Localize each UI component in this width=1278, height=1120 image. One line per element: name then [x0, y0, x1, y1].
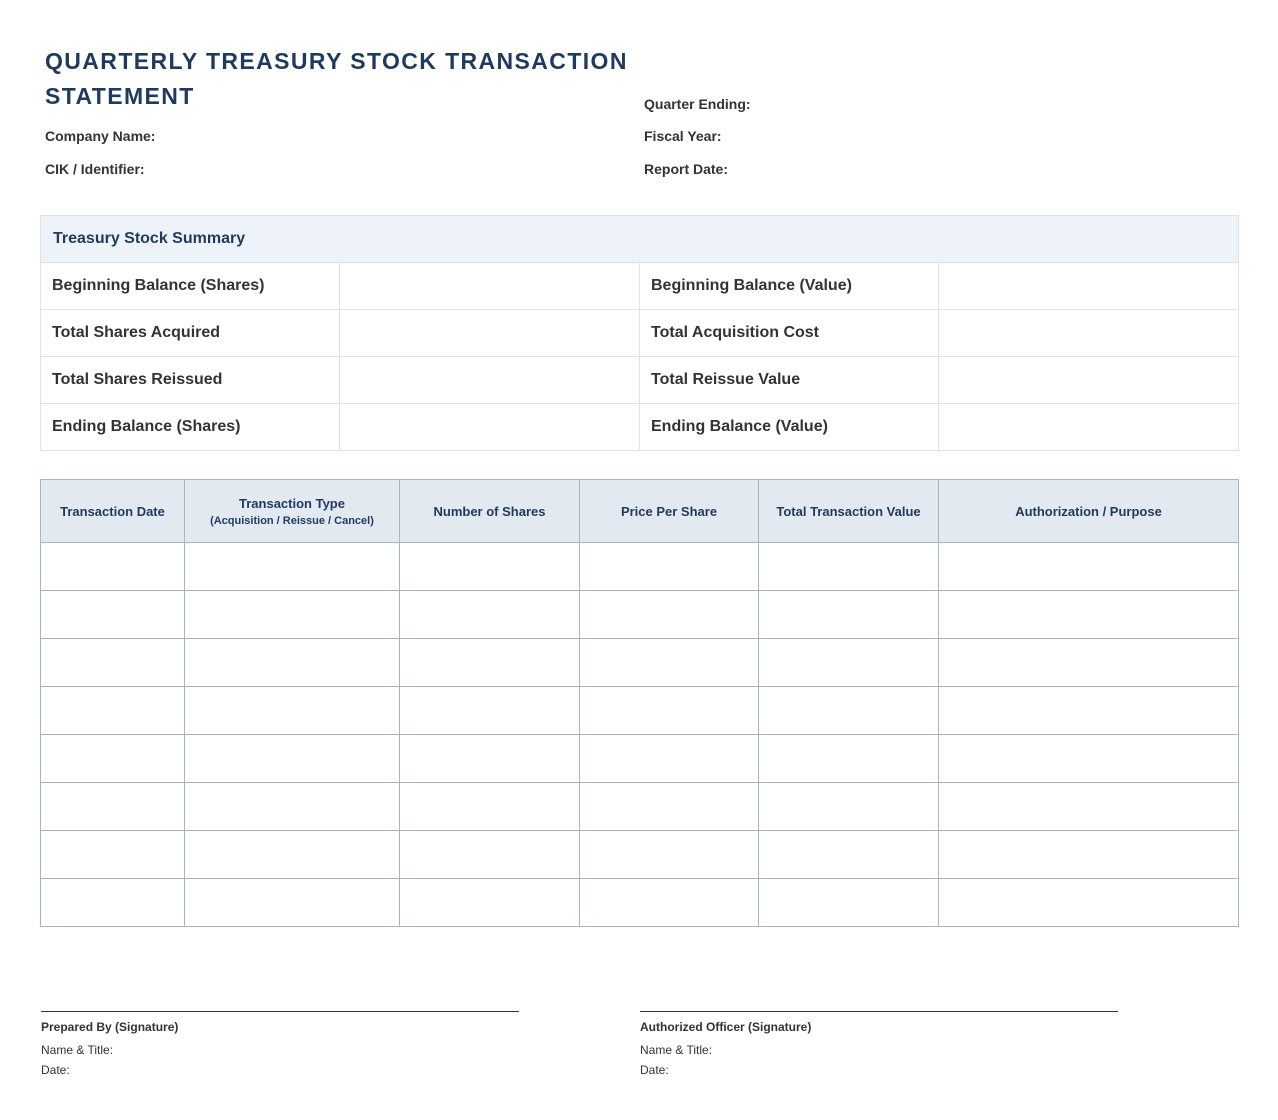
- table-cell[interactable]: [400, 639, 580, 687]
- transactions-header-row: [41, 480, 1239, 543]
- table-cell[interactable]: [759, 687, 939, 735]
- column-header-label: Total Transaction Value: [776, 503, 921, 519]
- authorized-officer-signature-block: [640, 1011, 1118, 1077]
- table-cell[interactable]: [939, 735, 1239, 783]
- table-cell[interactable]: [939, 831, 1239, 879]
- table-cell[interactable]: [759, 735, 939, 783]
- title-line-2: STATEMENT: [45, 83, 195, 109]
- table-cell[interactable]: [759, 879, 939, 927]
- summary-label: Ending Balance (Value): [640, 404, 939, 451]
- column-header-total-transaction-value: [759, 480, 939, 543]
- transactions-table: [40, 479, 1239, 927]
- table-cell[interactable]: [185, 687, 400, 735]
- table-cell[interactable]: [580, 783, 759, 831]
- summary-label: Total Shares Reissued: [41, 357, 340, 404]
- prepared-by-date-label: Date:: [41, 1063, 70, 1077]
- column-header-label: Transaction Type: [239, 495, 345, 511]
- table-cell[interactable]: [759, 639, 939, 687]
- treasury-stock-summary-table: [40, 215, 1239, 451]
- column-header-label: Authorization / Purpose: [1015, 503, 1162, 519]
- summary-label: Beginning Balance (Value): [640, 263, 939, 310]
- table-cell[interactable]: [939, 591, 1239, 639]
- cik-identifier-label: CIK / Identifier:: [45, 161, 145, 177]
- table-cell[interactable]: [185, 543, 400, 591]
- prepared-by-signature-block: [41, 1011, 519, 1077]
- table-cell[interactable]: [580, 735, 759, 783]
- report-date-label: Report Date:: [644, 161, 729, 177]
- summary-row: [41, 310, 1239, 357]
- company-name-label: Company Name:: [45, 128, 156, 144]
- table-cell[interactable]: [939, 783, 1239, 831]
- table-row: [41, 879, 1239, 927]
- column-header-label: Price Per Share: [620, 503, 718, 519]
- summary-value-cell[interactable]: [340, 404, 640, 451]
- transactions-body: [41, 543, 1239, 927]
- table-cell[interactable]: [185, 735, 400, 783]
- authorized-officer-name-title-label: Name & Title:: [640, 1043, 713, 1057]
- summary-row: [41, 357, 1239, 404]
- summary-value-cell[interactable]: [340, 357, 640, 404]
- summary-label: Total Shares Acquired: [41, 310, 340, 357]
- table-cell[interactable]: [400, 879, 580, 927]
- table-cell[interactable]: [41, 783, 185, 831]
- table-cell[interactable]: [759, 543, 939, 591]
- table-cell[interactable]: [400, 591, 580, 639]
- table-row: [41, 591, 1239, 639]
- summary-value-cell[interactable]: [939, 263, 1239, 310]
- table-cell[interactable]: [580, 879, 759, 927]
- table-cell[interactable]: [939, 543, 1239, 591]
- prepared-by-signature-line[interactable]: [41, 1011, 519, 1012]
- summary-label: Ending Balance (Shares): [41, 404, 340, 451]
- summary-value-cell[interactable]: [340, 310, 640, 357]
- table-cell[interactable]: [41, 687, 185, 735]
- authorized-officer-label: Authorized Officer (Signature): [640, 1020, 812, 1034]
- prepared-by-name-title-label: Name & Title:: [41, 1043, 114, 1057]
- table-cell[interactable]: [400, 783, 580, 831]
- summary-value-cell[interactable]: [939, 310, 1239, 357]
- table-cell[interactable]: [759, 591, 939, 639]
- summary-value-cell[interactable]: [340, 263, 640, 310]
- column-header-number-of-shares: [400, 480, 580, 543]
- table-cell[interactable]: [580, 687, 759, 735]
- table-cell[interactable]: [41, 735, 185, 783]
- table-cell[interactable]: [939, 639, 1239, 687]
- table-cell[interactable]: [580, 543, 759, 591]
- table-cell[interactable]: [580, 639, 759, 687]
- table-cell[interactable]: [400, 735, 580, 783]
- column-header-transaction-type: [185, 480, 400, 543]
- table-cell[interactable]: [580, 831, 759, 879]
- table-cell[interactable]: [939, 687, 1239, 735]
- table-cell[interactable]: [759, 831, 939, 879]
- table-row: [41, 831, 1239, 879]
- column-header-price-per-share: [580, 480, 759, 543]
- table-cell[interactable]: [41, 543, 185, 591]
- summary-row: [41, 404, 1239, 451]
- summary-label: Total Acquisition Cost: [640, 310, 939, 357]
- prepared-by-label: Prepared By (Signature): [41, 1020, 179, 1034]
- summary-row: [41, 263, 1239, 310]
- table-row: [41, 639, 1239, 687]
- table-cell[interactable]: [41, 591, 185, 639]
- table-cell[interactable]: [41, 879, 185, 927]
- table-cell[interactable]: [939, 879, 1239, 927]
- column-header-label: Transaction Date: [60, 503, 165, 519]
- summary-heading: Treasury Stock Summary: [41, 216, 1239, 263]
- table-cell[interactable]: [41, 639, 185, 687]
- table-row: [41, 735, 1239, 783]
- quarter-ending-label: Quarter Ending:: [644, 96, 751, 112]
- summary-value-cell[interactable]: [939, 404, 1239, 451]
- table-cell[interactable]: [185, 879, 400, 927]
- authorized-officer-date-label: Date:: [640, 1063, 669, 1077]
- table-row: [41, 687, 1239, 735]
- column-header-transaction-date: [41, 480, 185, 543]
- table-cell[interactable]: [185, 783, 400, 831]
- authorized-officer-signature-line[interactable]: [640, 1011, 1118, 1012]
- page-title: [45, 44, 645, 114]
- table-row: [41, 783, 1239, 831]
- table-cell[interactable]: [185, 639, 400, 687]
- fiscal-year-label: Fiscal Year:: [644, 128, 722, 144]
- summary-value-cell[interactable]: [939, 357, 1239, 404]
- column-header-sublabel: (Acquisition / Reissue / Cancel): [210, 514, 374, 527]
- summary-label: Total Reissue Value: [640, 357, 939, 404]
- table-cell[interactable]: [41, 831, 185, 879]
- table-cell[interactable]: [580, 591, 759, 639]
- table-cell[interactable]: [185, 831, 400, 879]
- column-header-authorization-purpose: [939, 480, 1239, 543]
- table-cell[interactable]: [400, 831, 580, 879]
- title-line-1: QUARTERLY TREASURY STOCK TRANSACTION: [45, 48, 628, 74]
- table-cell[interactable]: [400, 687, 580, 735]
- summary-label: Beginning Balance (Shares): [41, 263, 340, 310]
- table-row: [41, 543, 1239, 591]
- table-cell[interactable]: [185, 591, 400, 639]
- table-cell[interactable]: [400, 543, 580, 591]
- column-header-label: Number of Shares: [433, 503, 546, 519]
- table-cell[interactable]: [759, 783, 939, 831]
